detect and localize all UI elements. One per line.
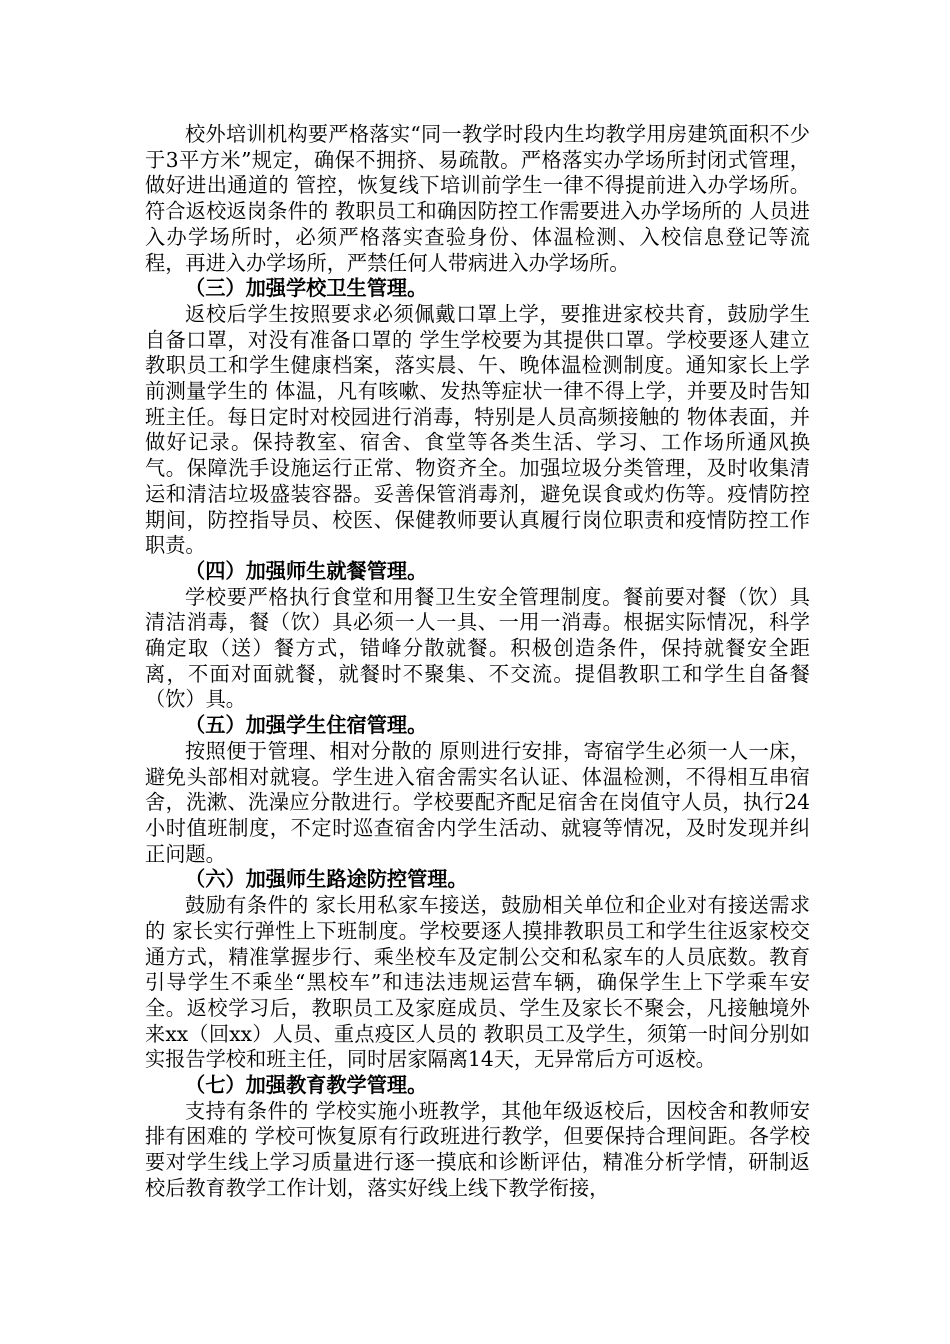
paragraph-school-hygiene: 返校后学生按照要求必须佩戴口罩上学，要推进家校共育，鼓励学生自备口罩，对没有准备口罩的 学生学校要为其提供口罩。学校要逐人建立教职员工和学生健康档案，落实晨、午、晚体温检测制度。通知家长上学前测量学生的 体温，凡有咳嗽、发热等症状一律不得上学，并要及时告知班主任。每日定时对校园进行消毒，特别是人员高频接触的 物体表面，并做好记录。保持教室、宿舍、食堂等各类生活、学习、工作场所通风换气。保障洗手设施运行正常、物资齐全。加强垃圾分类管理，及时收集清运和清洁垃圾盛装容器。妥善保管消毒剂，避免误食或灼伤等。疫情防控期间，防控指导员、校医、保健教师要认真履行岗位职责和疫情防控工作职责。 — [145, 301, 810, 558]
paragraph-accommodation: 按照便于管理、相对分散的 原则进行安排，寄宿学生必须一人一床，避免头部相对就寝。学生进入宿舍需实名认证、体温检测，不得相互串宿舍，洗漱、洗澡应分散进行。学校要配齐配足宿舍在岗值守人员，执行24小时值班制度，不定时巡查宿舍内学生活动、就寝等情况，及时发现并纠正问题。 — [145, 738, 810, 866]
document-body — [145, 122, 810, 1202]
section-heading-teaching: （七）加强教育教学管理。 — [185, 1073, 428, 1098]
paragraph-commute: 鼓励有条件的 家长用私家车接送，鼓励相关单位和企业对有接送需求的 家长实行弹性上下班制度。学校要逐人摸排教职员工和学生往返家校交通方式，精准掌握步行、乘坐校车及定制公交和私家车的人员底数。教育引导学生不乘坐“黑校车”和违法违规运营车辆，确保学生上下学乘车安全。返校学习后，教职员工及家庭成员、学生及家长不聚会，凡接触境外来xx（回xx）人员、重点疫区人员的 教职员工及学生，须第一时间分别如实报告学校和班主任，同时居家隔离14天，无异常后方可返校。 — [145, 893, 810, 1072]
paragraph-training-institutions: 校外培训机构要严格落实“同一教学时段内生均教学用房建筑面积不少于3平方米”规定，确保不拥挤、易疏散。严格落实办学场所封闭式管理，做好进出通道的 管控，恢复线下培训前学生一律不得提前进入办学场所。符合返校返岗条件的 教职员工和确因防控工作需要进入办学场所的 人员进入办学场所时，必须严格落实查验身份、体温检测、入校信息登记等流程，再进入办学场所，严禁任何人带病进入办学场所。 — [145, 122, 810, 275]
paragraph-teaching: 支持有条件的 学校实施小班教学，其他年级返校后，因校舍和教师安排有困难的 学校可恢复原有行政班进行教学，但要保持合理间距。各学校要对学生线上学习质量进行逐一摸底和诊断评估，精准分析学情，研制返校后教育教学工作计划，落实好线上线下教学衔接， — [145, 1098, 810, 1200]
paragraph-dining: 学校要严格执行食堂和用餐卫生安全管理制度。餐前要对餐（饮）具清洁消毒，餐（饮）具必须一人一具、一用一消毒。根据实际情况，科学确定取（送）餐方式，错峰分散就餐。积极创造条件，保持就餐安全距离，不面对面就餐，就餐时不聚集、不交流。提倡教职工和学生自备餐（饮）具。 — [145, 584, 810, 712]
section-heading-dining: （四）加强师生就餐管理。 — [185, 558, 428, 583]
section-heading-school-hygiene: （三）加强学校卫生管理。 — [185, 276, 428, 301]
section-heading-commute: （六）加强师生路途防控管理。 — [185, 867, 468, 892]
section-heading-accommodation: （五）加强学生住宿管理。 — [185, 713, 428, 738]
